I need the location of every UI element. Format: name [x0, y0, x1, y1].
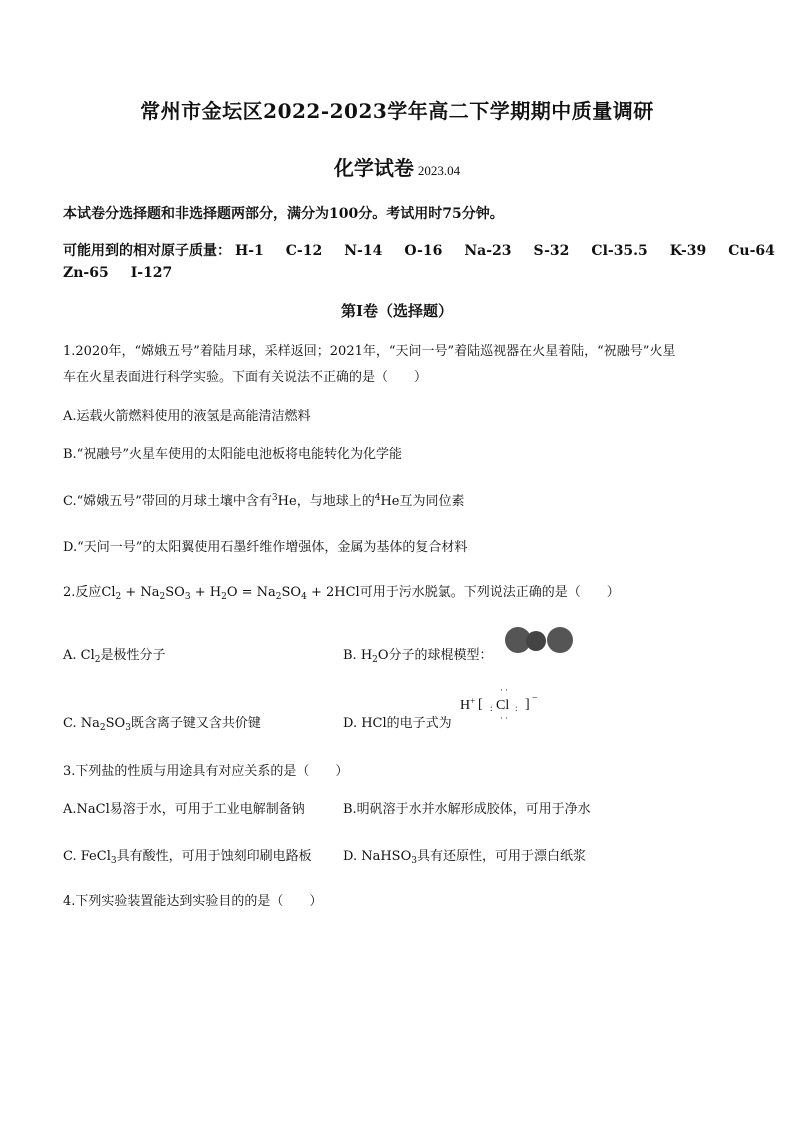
atomic-mass: Cl-35.5: [591, 243, 648, 259]
exam-subtitle: [0, 152, 794, 181]
q1-option-b: B.“祝融号”火星车使用的太阳能电池板将电能转化为化学能: [63, 447, 402, 462]
q4-stem: 4.下列实验装置能达到实验目的的是（ ）: [63, 894, 323, 909]
atomic-mass: N-14: [344, 243, 383, 259]
q3-option-c: C. FeCl$_3$具有酸性，可用于蚀刻印刷电路板: [63, 849, 312, 866]
q1-option-c: C.“嫦娥五号”带回的月球土壤中含有$^3$He，与地球上的$^4$He互为同位素: [63, 493, 465, 509]
atomic-masses-line2: [63, 265, 194, 281]
q1-stem-line1: 1.2020年，“嫦娥五号”着陆月球，采样返回；2021年，“天问一号”着陆巡视器在火星着陆，“祝融号”火星: [63, 344, 676, 359]
atomic-mass: C-12: [285, 243, 323, 259]
atomic-masses-line1: [63, 240, 775, 260]
q1-stem-line2: 车在火星表面进行科学实验。下面有关说法不正确的是（ ）: [63, 370, 428, 385]
q1-option-a: A.运载火箭燃料使用的液氢是高能清洁燃料: [63, 409, 311, 424]
atomic-mass: I-127: [130, 265, 173, 281]
q3-stem: 3.下列盐的性质与用途具有对应关系的是（ ）: [63, 764, 349, 779]
q2-option-d: D. HCl的电子式为: [343, 716, 452, 731]
exam-instructions: 本试卷分选择题和非选择题两部分，满分为100分。考试用时75分钟。: [63, 206, 504, 222]
q2-stem: 2.反应$Cl_2 + Na_2SO_3 + H_2O = Na_2SO_4 + 2HCl$可用于污水脱氯。下列说法正确的是（ ）: [63, 585, 620, 602]
atomic-mass: Cu-64: [728, 243, 775, 259]
atomic-mass: S-32: [533, 243, 570, 259]
q1-option-d: D.“天问一号”的太阳翼使用石墨纤维作增强体，金属为基体的复合材料: [63, 540, 468, 555]
subject-name: 化学试卷: [333, 156, 414, 180]
q3-option-b: B.明矾溶于水并水解形成胶体，可用于净水: [343, 802, 591, 817]
atomic-masses-label: 可能用到的相对原子质量：: [63, 243, 231, 259]
atomic-mass: O-16: [404, 243, 443, 259]
q3-option-d: D. NaHSO$_3$具有还原性，可用于漂白纸浆: [343, 849, 586, 866]
q2-option-b: B. $H_2O$分子的球棍模型：: [343, 648, 493, 665]
electron-formula-image: H+ [ : Cl : ] − ·· ··: [460, 685, 538, 723]
q3-option-a: A.NaCl易溶于水，可用于工业电解制备钠: [63, 802, 305, 817]
atomic-mass: Na-23: [464, 243, 512, 259]
q2-option-c: C. $Na_2SO_3$既含离子键又含共价键: [63, 716, 261, 733]
exam-date: 2023.04: [417, 163, 461, 178]
exam-title: 常州市金坛区2022-2023学年高二下学期期中质量调研: [140, 99, 654, 123]
atomic-mass: H-1: [235, 243, 264, 259]
reaction-equation: $Cl_2 + Na_2SO_3 + H_2O = Na_2SO_4 + 2HCl$: [101, 585, 360, 602]
atomic-mass: Zn-65: [63, 265, 109, 281]
ball-stick-model-image: [505, 627, 575, 655]
atomic-mass: K-39: [669, 243, 707, 259]
q2-option-a: A. $Cl_2$是极性分子: [63, 648, 166, 665]
section-title: 第Ⅰ卷（选择题）: [340, 302, 454, 320]
